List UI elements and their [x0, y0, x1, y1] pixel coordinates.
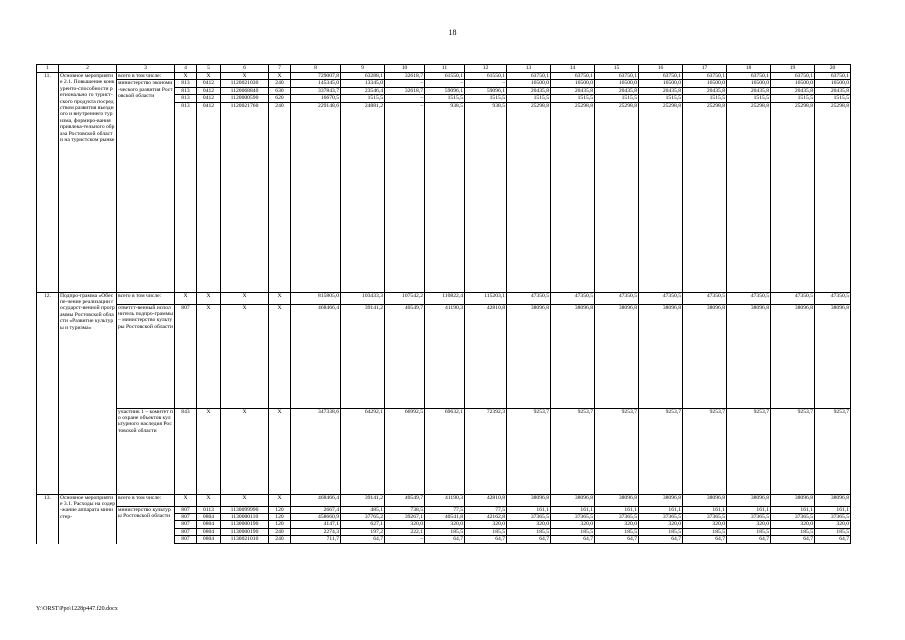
- code-cell: 0113: [197, 506, 221, 513]
- amount-cell: 468466,4: [291, 494, 341, 506]
- amount-cell: 9253,7: [683, 408, 727, 494]
- code-cell: 0412: [197, 80, 221, 87]
- code-cell: 807: [175, 304, 197, 408]
- amount-cell: 40541,8: [425, 514, 465, 521]
- table-row: [37, 304, 851, 408]
- column-number-cell: 2: [59, 65, 117, 73]
- row-number-cell: 11.: [37, 73, 59, 293]
- column-number-cell: 20: [815, 65, 851, 73]
- column-number-cell: 1: [37, 65, 59, 73]
- amount-cell: 20435,8: [507, 87, 551, 94]
- amount-cell: 25298,8: [771, 102, 815, 292]
- amount-cell: 185,5: [551, 528, 595, 535]
- amount-cell: 38096,8: [771, 494, 815, 506]
- amount-cell: 38096,8: [551, 304, 595, 408]
- amount-cell: 938,5: [465, 102, 507, 292]
- amount-cell: 41190,3: [425, 494, 465, 506]
- amount-cell: 64,7: [683, 536, 727, 544]
- code-cell: 807: [175, 536, 197, 544]
- code-cell: X: [269, 292, 291, 304]
- code-cell: X: [221, 408, 269, 494]
- amount-cell: 64,7: [815, 536, 851, 544]
- amount-cell: 711,7: [291, 536, 341, 544]
- amount-cell: –: [385, 536, 425, 544]
- amount-cell: 38096,8: [683, 494, 727, 506]
- column-number-cell: 16: [639, 65, 683, 73]
- executor-cell: всего в том числе:: [117, 292, 175, 304]
- column-number-cell: 18: [727, 65, 771, 73]
- amount-cell: 39267,1: [385, 514, 425, 521]
- amount-cell: 66992,5: [385, 408, 425, 494]
- amount-cell: 185,5: [595, 528, 639, 535]
- amount-cell: 16500,0: [683, 80, 727, 87]
- amount-cell: 38096,8: [815, 304, 851, 408]
- code-cell: X: [269, 304, 291, 408]
- amount-cell: 2274,3: [291, 528, 341, 535]
- amount-cell: 69632,1: [425, 408, 465, 494]
- amount-cell: 37365,5: [683, 514, 727, 521]
- page-number: 18: [448, 28, 457, 37]
- amount-cell: 185,5: [727, 528, 771, 535]
- code-cell: 813: [175, 95, 197, 102]
- column-number-cell: 6: [221, 65, 269, 73]
- code-cell: 0412: [197, 87, 221, 94]
- amount-cell: 32618,7: [385, 73, 425, 80]
- amount-cell: 37365,5: [727, 514, 771, 521]
- amount-cell: 47350,5: [815, 292, 851, 304]
- amount-cell: 38096,8: [815, 494, 851, 506]
- column-number-cell: 9: [341, 65, 385, 73]
- code-cell: 120: [269, 506, 291, 513]
- amount-cell: 161,1: [639, 506, 683, 513]
- code-cell: X: [269, 494, 291, 506]
- code-cell: 1120000590: [221, 95, 269, 102]
- amount-cell: 185,5: [639, 528, 683, 535]
- amount-cell: 63750,1: [771, 73, 815, 80]
- amount-cell: 320,0: [683, 521, 727, 528]
- amount-cell: 63750,1: [551, 73, 595, 80]
- amount-cell: 38096,8: [683, 304, 727, 408]
- amount-cell: 20435,8: [551, 87, 595, 94]
- amount-cell: 38096,8: [727, 494, 771, 506]
- column-number-cell: 8: [291, 65, 341, 73]
- amount-cell: 320,0: [551, 521, 595, 528]
- amount-cell: 41190,3: [425, 304, 465, 408]
- table-row: [37, 73, 851, 80]
- amount-cell: 161,1: [815, 506, 851, 513]
- amount-cell: 64,7: [551, 536, 595, 544]
- amount-cell: 38096,8: [595, 494, 639, 506]
- amount-cell: 20435,8: [595, 87, 639, 94]
- amount-cell: 1515,5: [465, 95, 507, 102]
- amount-cell: 37365,5: [551, 514, 595, 521]
- amount-cell: 63750,1: [815, 73, 851, 80]
- amount-cell: 77,5: [465, 506, 507, 513]
- amount-cell: 103433,3: [341, 292, 385, 304]
- amount-cell: 47350,5: [727, 292, 771, 304]
- amount-cell: 63750,1: [727, 73, 771, 80]
- column-number-cell: 14: [551, 65, 595, 73]
- amount-cell: 16500,0: [771, 80, 815, 87]
- table-row: [37, 80, 851, 87]
- amount-cell: 1515,5: [425, 95, 465, 102]
- amount-cell: 347338,6: [291, 408, 341, 494]
- amount-cell: 815805,0: [291, 292, 341, 304]
- amount-cell: 37765,2: [341, 514, 385, 521]
- code-cell: 240: [269, 528, 291, 535]
- amount-cell: 320,0: [425, 521, 465, 528]
- amount-cell: 738,5: [385, 506, 425, 513]
- amount-cell: 39141,2: [341, 494, 385, 506]
- amount-cell: 47350,5: [595, 292, 639, 304]
- column-number-row: [37, 65, 851, 73]
- code-cell: 120: [269, 521, 291, 528]
- row-number-cell: 12.: [37, 292, 59, 494]
- amount-cell: 161,1: [771, 506, 815, 513]
- amount-cell: 63288,1: [341, 73, 385, 80]
- amount-cell: 37365,5: [595, 514, 639, 521]
- code-cell: X: [197, 494, 221, 506]
- executor-cell: министерство экономи-ческого развития Ростовской области: [117, 80, 175, 292]
- code-cell: 807: [175, 521, 197, 528]
- amount-cell: 1515,5: [507, 95, 551, 102]
- column-number-cell: 19: [771, 65, 815, 73]
- code-cell: 843: [175, 408, 197, 494]
- column-number-cell: 17: [683, 65, 727, 73]
- amount-cell: 1515,5: [341, 95, 385, 102]
- column-number-cell: 3: [117, 65, 175, 73]
- code-cell: 240: [269, 536, 291, 544]
- column-number-cell: 15: [595, 65, 639, 73]
- amount-cell: 320,0: [727, 521, 771, 528]
- executor-cell: министерство культуры Ростовской области: [117, 506, 175, 544]
- amount-cell: 145345,0: [291, 80, 341, 87]
- amount-cell: 61550,1: [465, 73, 507, 80]
- amount-cell: –: [385, 95, 425, 102]
- code-cell: 1130000190: [221, 521, 269, 528]
- amount-cell: 185,5: [465, 528, 507, 535]
- code-cell: X: [269, 408, 291, 494]
- amount-cell: 9253,7: [771, 408, 815, 494]
- amount-cell: 47350,5: [683, 292, 727, 304]
- executor-cell: всего в том числе:: [117, 494, 175, 506]
- amount-cell: 1515,5: [639, 95, 683, 102]
- amount-cell: 24881,2: [341, 102, 385, 292]
- amount-cell: 37365,5: [507, 514, 551, 521]
- amount-cell: 64,7: [771, 536, 815, 544]
- amount-cell: 16500,0: [639, 80, 683, 87]
- amount-cell: 320,0: [771, 521, 815, 528]
- amount-cell: 64,7: [727, 536, 771, 544]
- table-row: [37, 408, 851, 494]
- table-row: [37, 292, 851, 304]
- amount-cell: 9253,7: [815, 408, 851, 494]
- amount-cell: –: [385, 80, 425, 87]
- amount-cell: 185,5: [425, 528, 465, 535]
- amount-cell: 9253,7: [551, 408, 595, 494]
- amount-cell: 9253,7: [727, 408, 771, 494]
- executor-cell: участник 1 – комитет по охране объектов культурного наследия Ростовской области: [117, 408, 175, 494]
- code-cell: 1130021010: [221, 536, 269, 544]
- amount-cell: 64,7: [465, 536, 507, 544]
- code-cell: 1130000190: [221, 528, 269, 535]
- code-cell: X: [175, 73, 197, 80]
- code-cell: 0804: [197, 521, 221, 528]
- amount-cell: 458660,9: [291, 514, 341, 521]
- code-cell: 1130000110: [221, 514, 269, 521]
- amount-cell: 63750,1: [507, 73, 551, 80]
- amount-cell: 107542,2: [385, 292, 425, 304]
- amount-cell: 38096,8: [727, 304, 771, 408]
- amount-cell: 42810,8: [465, 494, 507, 506]
- code-cell: 1120021760: [221, 102, 269, 292]
- amount-cell: 25298,8: [815, 102, 851, 292]
- code-cell: 807: [175, 528, 197, 535]
- amount-cell: 47350,5: [507, 292, 551, 304]
- code-cell: X: [221, 494, 269, 506]
- amount-cell: 64,7: [507, 536, 551, 544]
- amount-cell: 38096,8: [551, 494, 595, 506]
- code-cell: 807: [175, 514, 197, 521]
- amount-cell: 185,5: [815, 528, 851, 535]
- amount-cell: 63750,1: [595, 73, 639, 80]
- amount-cell: 64292,1: [341, 408, 385, 494]
- program-name-cell: Основное мероприятие 3.1. Расходы на содер-жание аппарата министер-: [59, 494, 117, 544]
- amount-cell: 16500,0: [507, 80, 551, 87]
- amount-cell: 229148,6: [291, 102, 341, 292]
- amount-cell: 40549,7: [385, 304, 425, 408]
- row-number-cell: 13.: [37, 494, 59, 544]
- amount-cell: 64,7: [639, 536, 683, 544]
- column-number-cell: 4: [175, 65, 197, 73]
- amount-cell: 37365,5: [639, 514, 683, 521]
- amount-cell: 42162,8: [465, 514, 507, 521]
- column-number-cell: 13: [507, 65, 551, 73]
- amount-cell: 20435,8: [815, 87, 851, 94]
- column-number-cell: 11: [425, 65, 465, 73]
- program-name-cell: Подпро-грамма «Обеспе-чение реализации государст-венной программы Ростовской области «Развитие культуры и туризма»: [59, 292, 117, 494]
- budget-table: [36, 64, 851, 544]
- amount-cell: 9253,7: [507, 408, 551, 494]
- amount-cell: 320,0: [639, 521, 683, 528]
- amount-cell: 627,1: [341, 521, 385, 528]
- code-cell: X: [197, 292, 221, 304]
- amount-cell: 161,1: [551, 506, 595, 513]
- amount-cell: 16500,0: [727, 80, 771, 87]
- amount-cell: 13345,0: [341, 80, 385, 87]
- amount-cell: 1515,5: [815, 95, 851, 102]
- code-cell: 0804: [197, 514, 221, 521]
- amount-cell: –: [425, 80, 465, 87]
- amount-cell: 38096,8: [507, 494, 551, 506]
- code-cell: 620: [269, 95, 291, 102]
- amount-cell: 25298,8: [551, 102, 595, 292]
- amount-cell: 37365,5: [815, 514, 851, 521]
- amount-cell: 38096,8: [595, 304, 639, 408]
- amount-cell: 38096,8: [639, 304, 683, 408]
- amount-cell: 337843,7: [291, 87, 341, 94]
- amount-cell: 110822,4: [425, 292, 465, 304]
- code-cell: 813: [175, 102, 197, 292]
- amount-cell: 64,7: [341, 536, 385, 544]
- amount-cell: 20435,8: [683, 87, 727, 94]
- amount-cell: 161,1: [727, 506, 771, 513]
- amount-cell: 4147,1: [291, 521, 341, 528]
- code-cell: X: [197, 73, 221, 80]
- amount-cell: 77,5: [425, 506, 465, 513]
- amount-cell: 485,1: [341, 506, 385, 513]
- amount-cell: 59096,1: [425, 87, 465, 94]
- amount-cell: 64,7: [425, 536, 465, 544]
- code-cell: X: [269, 73, 291, 80]
- amount-cell: 63750,1: [683, 73, 727, 80]
- executor-cell: всего в том числе:: [117, 73, 175, 80]
- code-cell: 0804: [197, 528, 221, 535]
- table-body: [37, 65, 851, 544]
- column-number-cell: 10: [385, 65, 425, 73]
- amount-cell: 161,1: [683, 506, 727, 513]
- amount-cell: 63750,1: [639, 73, 683, 80]
- amount-cell: 61550,1: [425, 73, 465, 80]
- amount-cell: 47350,5: [771, 292, 815, 304]
- amount-cell: 16500,0: [551, 80, 595, 87]
- code-cell: X: [197, 408, 221, 494]
- code-cell: 1120068840: [221, 87, 269, 94]
- amount-cell: 47350,5: [551, 292, 595, 304]
- column-number-cell: 12: [465, 65, 507, 73]
- amount-cell: 320,0: [385, 521, 425, 528]
- amount-cell: 1515,5: [551, 95, 595, 102]
- amount-cell: 39141,2: [341, 304, 385, 408]
- code-cell: 0804: [197, 536, 221, 544]
- code-cell: X: [197, 304, 221, 408]
- amount-cell: 320,0: [507, 521, 551, 528]
- code-cell: 807: [175, 506, 197, 513]
- amount-cell: 320,0: [465, 521, 507, 528]
- amount-cell: –: [385, 102, 425, 292]
- amount-cell: 59096,1: [465, 87, 507, 94]
- code-cell: 120: [269, 514, 291, 521]
- amount-cell: 38096,8: [771, 304, 815, 408]
- amount-cell: –: [465, 80, 507, 87]
- amount-cell: 25298,8: [727, 102, 771, 292]
- amount-cell: 1515,5: [595, 95, 639, 102]
- amount-cell: 37365,5: [771, 514, 815, 521]
- amount-cell: 25298,8: [639, 102, 683, 292]
- code-cell: X: [221, 292, 269, 304]
- amount-cell: 40549,7: [385, 494, 425, 506]
- amount-cell: 197,2: [341, 528, 385, 535]
- program-name-cell: Основное мероприятие 2.1. Повышение конкуренто-способности регионально го турист-ского продукта посредством развития въездного и внутреннего туризма, формиро-вания привлека-тельного образа Ростовской области на туристском рынке: [59, 73, 117, 293]
- code-cell: 0412: [197, 95, 221, 102]
- amount-cell: 38096,8: [639, 494, 683, 506]
- amount-cell: 185,5: [683, 528, 727, 535]
- amount-cell: 16500,0: [595, 80, 639, 87]
- amount-cell: 20435,8: [639, 87, 683, 94]
- code-cell: X: [221, 304, 269, 408]
- amount-cell: 9253,7: [639, 408, 683, 494]
- amount-cell: 16670,5: [291, 95, 341, 102]
- column-number-cell: 5: [197, 65, 221, 73]
- amount-cell: 729007,8: [291, 73, 341, 80]
- amount-cell: 938,5: [425, 102, 465, 292]
- code-cell: 813: [175, 80, 197, 87]
- amount-cell: 38096,8: [507, 304, 551, 408]
- code-cell: X: [175, 292, 197, 304]
- amount-cell: 16500,0: [815, 80, 851, 87]
- table-row: [37, 506, 851, 513]
- amount-cell: 20435,8: [771, 87, 815, 94]
- amount-cell: 320,0: [595, 521, 639, 528]
- code-cell: 240: [269, 102, 291, 292]
- code-cell: 1130099990: [221, 506, 269, 513]
- amount-cell: 20435,8: [727, 87, 771, 94]
- code-cell: 240: [269, 80, 291, 87]
- amount-cell: 468466,4: [291, 304, 341, 408]
- amount-cell: 161,1: [507, 506, 551, 513]
- amount-cell: 32618,7: [385, 87, 425, 94]
- table-row: [37, 494, 851, 506]
- executor-cell: ответст-венный исполнитель подпро-граммы – министерство культуры Ростовской области: [117, 304, 175, 408]
- amount-cell: 9253,7: [595, 408, 639, 494]
- amount-cell: 185,5: [507, 528, 551, 535]
- amount-cell: 72392,3: [465, 408, 507, 494]
- code-cell: X: [221, 73, 269, 80]
- amount-cell: 115203,1: [465, 292, 507, 304]
- code-cell: 813: [175, 87, 197, 94]
- amount-cell: 161,1: [595, 506, 639, 513]
- amount-cell: 320,0: [815, 521, 851, 528]
- amount-cell: 1515,5: [771, 95, 815, 102]
- amount-cell: 42810,8: [465, 304, 507, 408]
- amount-cell: 2667,4: [291, 506, 341, 513]
- amount-cell: 185,5: [771, 528, 815, 535]
- amount-cell: 25298,8: [683, 102, 727, 292]
- amount-cell: 1515,5: [727, 95, 771, 102]
- amount-cell: 23546,4: [341, 87, 385, 94]
- amount-cell: 222,1: [385, 528, 425, 535]
- code-cell: 0412: [197, 102, 221, 292]
- amount-cell: 1515,5: [683, 95, 727, 102]
- code-cell: 1120021030: [221, 80, 269, 87]
- amount-cell: 25298,8: [595, 102, 639, 292]
- amount-cell: 25298,8: [507, 102, 551, 292]
- code-cell: 630: [269, 87, 291, 94]
- amount-cell: 47350,5: [639, 292, 683, 304]
- amount-cell: 64,7: [595, 536, 639, 544]
- code-cell: X: [175, 494, 197, 506]
- footer-file-path: Y:\ORST\Ppo\1228p447.f20.docx: [36, 606, 118, 612]
- column-number-cell: 7: [269, 65, 291, 73]
